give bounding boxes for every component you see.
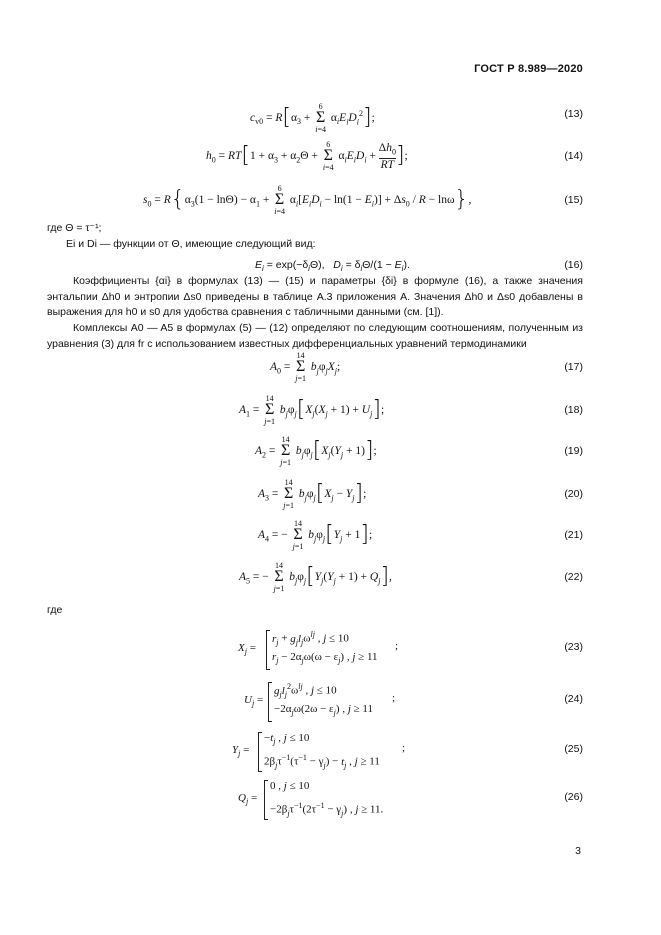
equation-number: (20) bbox=[564, 488, 583, 500]
equation-number: (14) bbox=[564, 150, 583, 162]
equation-20: $A_3 = 14$ Σ j=1 $b_j\varphi_j[X_j - Y_j]$; (20) bbox=[0, 476, 661, 512]
equation-21: $A_4$ = − 14 Σ j=1 $b_j\varphi_j[Y_j + 1]$; (21) bbox=[0, 517, 661, 553]
equation-number: (24) bbox=[564, 693, 583, 705]
equation-19: $A_2 = 14$ Σ j=1 $b_j\varphi_j[X_j(Y_j + 1)]$; (19) bbox=[0, 433, 661, 469]
equation-15: $s_0 = R\{\alpha_3(1 - \ln\Theta) - \alpha_1 + 6$ Σ i=4 $\alpha_i[E_iD_i - \ln(1 - E_i)] + \Delta s_0 / R - \ln\omega$}, (15) bbox=[0, 182, 661, 218]
equation-number: (19) bbox=[564, 445, 583, 457]
equation-18: $A_1 = 14$ Σ j=1 $b_j\varphi_j[X_j(X_j + 1) + U_j]$; (18) bbox=[0, 392, 661, 428]
paragraph-complexes: Комплексы A0 — A5 в формулах (5) — (12) определяют по следующим соотношениям, полученным из уравнения (3) для fr с использованием известных дифференциальных уравнений термодинамики bbox=[47, 322, 583, 350]
equation-24: $U_j$ = $g_jl_j^2\omega^{lj}$ , j ≤ 10 $-2\alpha_j\omega(2\omega - \varepsilon_j)$ , j ≥ 11 ; (24) bbox=[0, 680, 661, 724]
equation-number: (25) bbox=[564, 743, 583, 755]
equation-number: (16) bbox=[564, 259, 583, 271]
where-theta: где Θ = τ⁻¹; bbox=[47, 222, 102, 234]
equation-number: (23) bbox=[564, 641, 583, 653]
equation-number: (17) bbox=[564, 361, 583, 373]
where-label: где bbox=[47, 604, 63, 616]
equation-number: (22) bbox=[564, 571, 583, 583]
equation-16: $E_i = \exp(-\delta_i\Theta)$, $D_i = \delta_i\Theta/(1 - E_i)$. (16) bbox=[0, 247, 661, 283]
equation-13: $c_{v0} = R[\alpha_3 + 6$ Σ i=4 $\alpha_iE_iD_i^2$]; (13) bbox=[0, 96, 661, 132]
equation-number: (13) bbox=[564, 108, 583, 120]
where-ed: Ei и Di — функции от Θ, имеющие следующий вид: bbox=[66, 238, 316, 250]
page-number: 3 bbox=[575, 845, 581, 857]
equation-number: (15) bbox=[564, 194, 583, 206]
equation-25: $Y_j$ = $-t_j$ , j ≤ 10 $2\beta_j\tau^{-1}(\tau^{-1} - \gamma_j) - t_j$ , j ≥ 11 ; (25) bbox=[0, 730, 661, 774]
paragraph-coefficients: Коэффициенты {αi} в формулах (13) — (15) и параметры {δi} в формуле (16), а также значения энтальпии Δh0 и энтропии Δs0 приведены в таблице А.3 приложения А. Значения Δh0 и Δs0 добавлены в выражения для h0 и s0 для удобства сравнения с табличными данными (см. [1]). bbox=[47, 275, 583, 318]
equation-number: (18) bbox=[564, 404, 583, 416]
equation-22: $A_5$ = − 14 Σ j=1 $b_j\varphi_j[Y_j(Y_j + 1) + Q_j]$, (22) bbox=[0, 559, 661, 595]
equation-17: $A_0 = 14$ Σ j=1 $b_j\varphi_jX_j$; (17) bbox=[0, 349, 661, 385]
equation-26: $Q_j$ = 0 , j ≤ 10 $-2\beta_j\tau^{-1}(2\tau^{-1} - \gamma_j)$ , j ≥ 11. (26) bbox=[0, 778, 661, 822]
equation-number: (21) bbox=[564, 529, 583, 541]
equation-14: $h_0 = RT[1 + \alpha_3 + \alpha_2\Theta + 6$ Σ i=4 $\alpha_iE_iD_i$ + $\frac{\Delta h_0}{RT}$ ]; (14) bbox=[0, 138, 661, 174]
document-code: ГОСТ Р 8.989—2020 bbox=[474, 63, 583, 75]
equation-23: $X_j$ = $r_j + g_jl_j\omega^{lj}$ , j ≤ 10 $r_j - 2\alpha_j\omega(\omega - \varepsilon_j)$ , j ≥ 11 ; (23) bbox=[0, 628, 661, 672]
equation-number: (26) bbox=[564, 791, 583, 803]
